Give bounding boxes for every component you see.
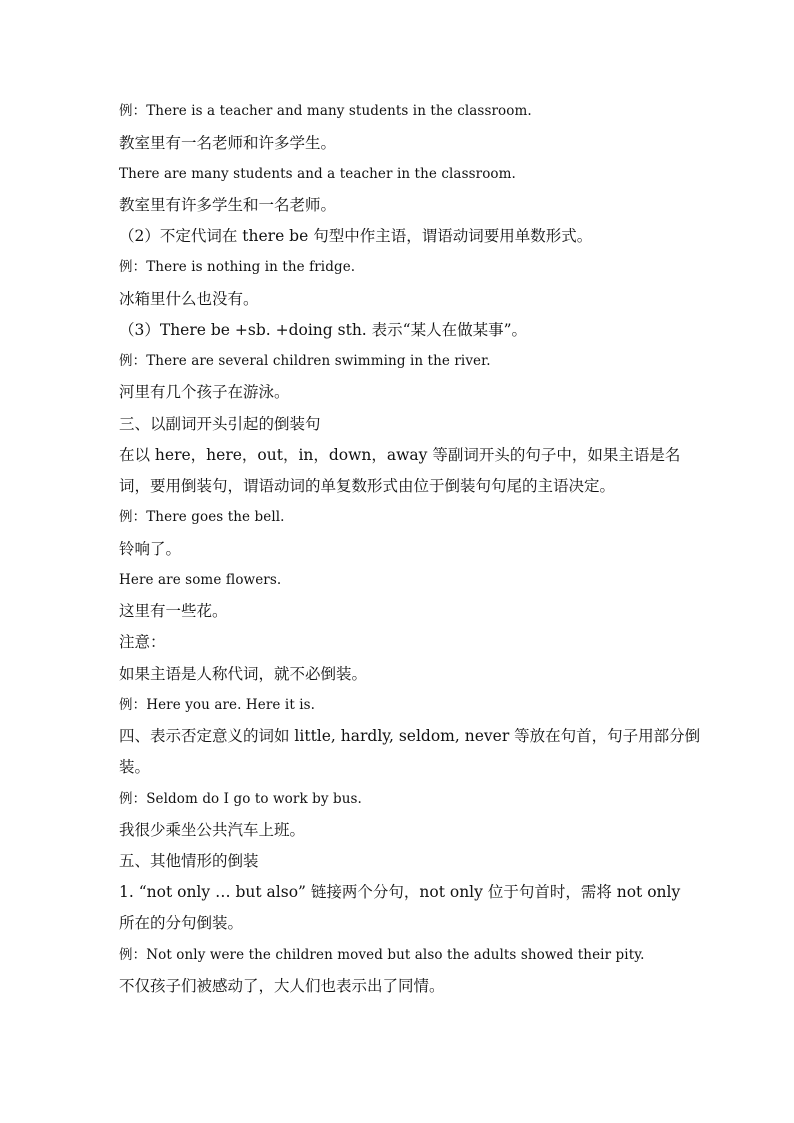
rule-line-5-1: 1. “not only … but also” 链接两个分句，not only 位于句首时，需将 not only [119,883,681,901]
translation-line-8: 我很少乘坐公共汽车上班。 [119,821,306,839]
rule-line-2: （2）不定代词在 there be 句型中作主语，谓语动词要用单数形式。 [119,227,593,245]
note-label: 注意： [119,633,166,651]
translation-line-2: 教室里有许多学生和一名老师。 [119,196,337,214]
section-heading-4-cont: 装。 [119,758,151,776]
translation-line-4: 河里有几个孩子在游泳。 [119,383,290,401]
section-heading-4: 四、表示否定意义的词如 little, hardly, seldom, never 等放在句首，句子用部分倒 [119,727,701,745]
section-heading-3: 三、以副词开头引起的倒装句 [119,415,321,433]
rule-line-5-1-cont: 所在的分句倒装。 [119,914,244,932]
example-line-3: 例：There is nothing in the fridge. [119,259,356,275]
translation-line-1: 教室里有一名老师和许多学生。 [119,134,337,152]
example-line-5: 例：There goes the bell. [119,509,285,525]
translation-line-5: 铃响了。 [119,540,182,558]
example-line-8: 例：Seldom do I go to work by bus. [119,791,362,807]
translation-line-9: 不仅孩子们被感动了，大人们也表示出了同情。 [119,977,445,995]
note-text: 如果主语是人称代词，就不必倒装。 [119,665,368,683]
section-heading-5: 五、其他情形的倒装 [119,852,259,870]
translation-line-3: 冰箱里什么也没有。 [119,290,259,308]
example-line-6: Here are some flowers. [119,572,282,588]
example-line-7: 例：Here you are. Here it is. [119,697,316,713]
translation-line-6: 这里有一些花。 [119,602,228,620]
example-line-1: 例：There is a teacher and many students in the classroom. [119,103,532,119]
example-line-4: 例：There are several children swimming in the river. [119,353,491,369]
example-line-9: 例：Not only were the children moved but also the adults showed their pity. [119,947,645,963]
paragraph-line-2: 词，要用倒装句，谓语动词的单复数形式由位于倒装句句尾的主语决定。 [119,477,616,495]
paragraph-line-1: 在以 here，here，out，in，down，away 等副词开头的句子中，如果主语是名 [119,446,681,464]
example-line-2: There are many students and a teacher in the classroom. [119,166,516,182]
rule-line-3: （3）There be +sb. +doing sth. 表示“某人在做某事”。 [119,321,528,339]
